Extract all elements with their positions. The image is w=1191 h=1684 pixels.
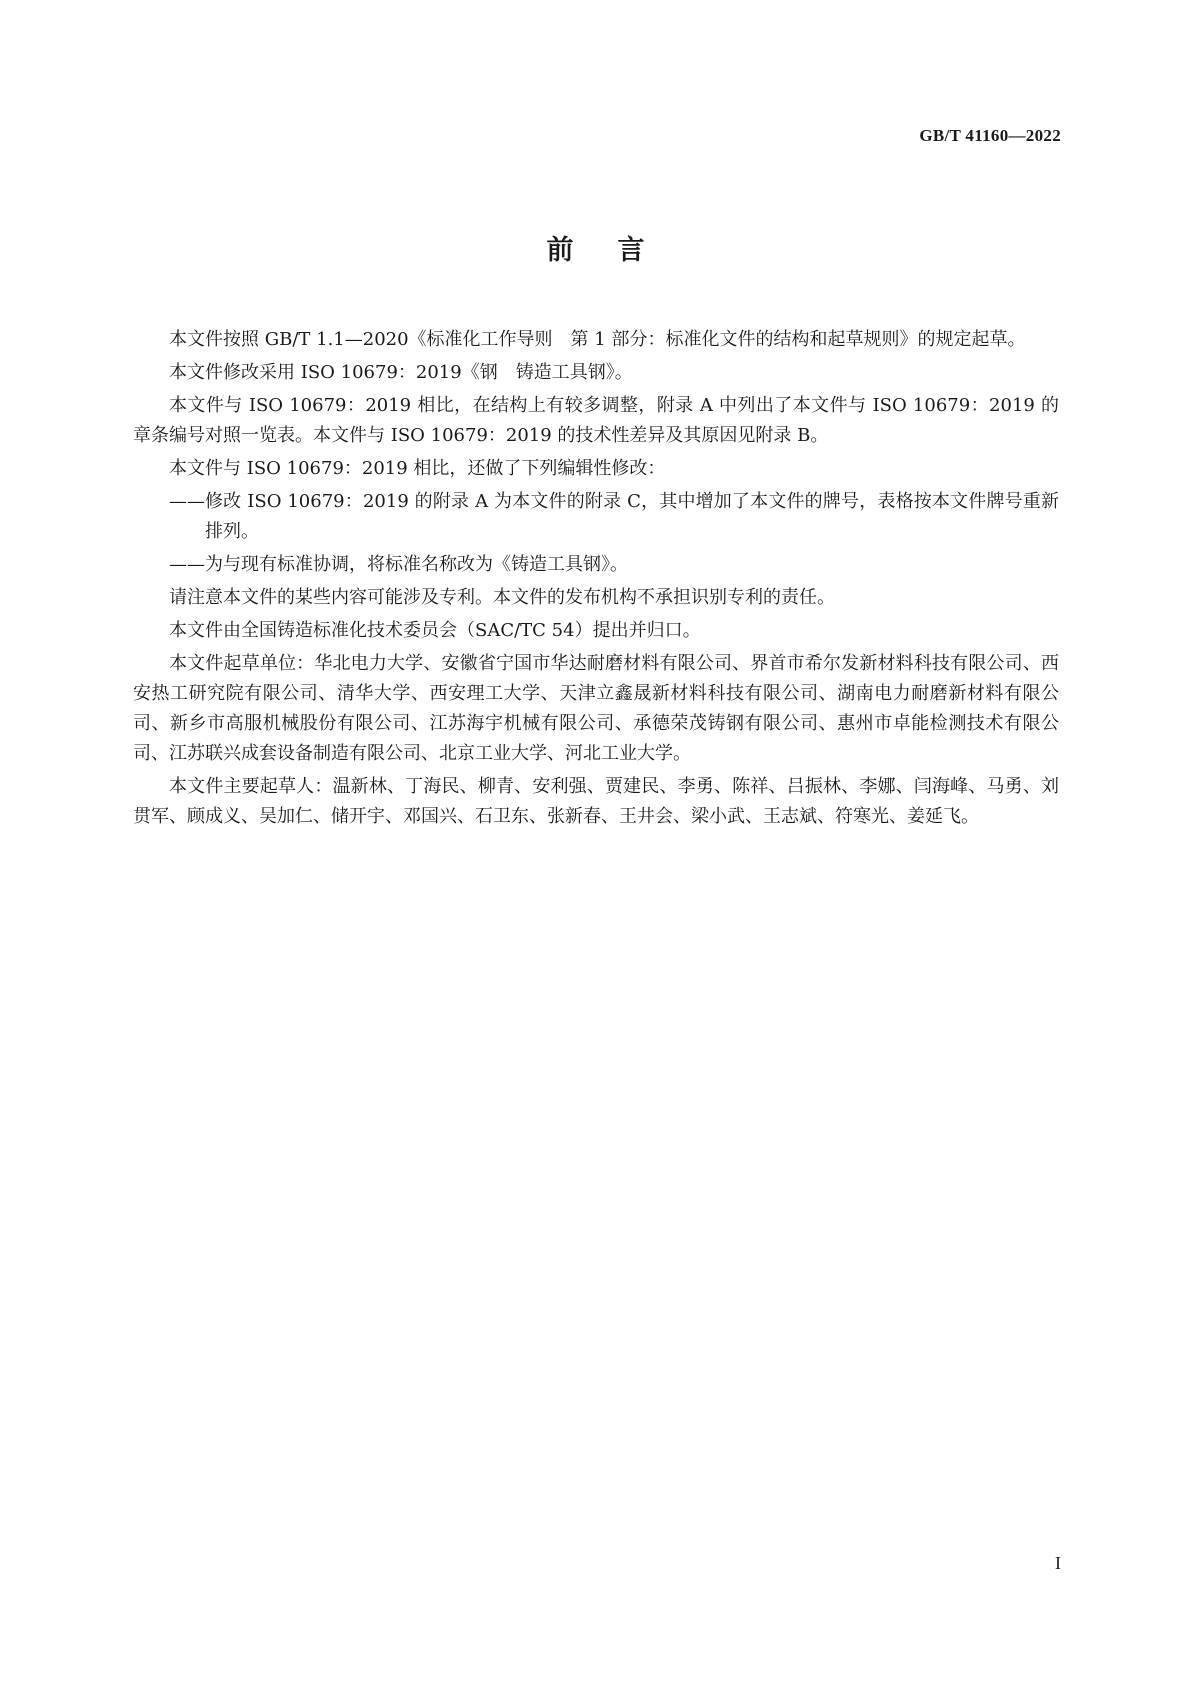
dash-list-item (133, 550, 1059, 580)
paragraph-proposer: 本文件由全国铸造标准化技术委员会（SAC/TC 54）提出并归口。 (169, 620, 701, 641)
page-title: 前言 (546, 235, 689, 266)
page-number: I (1055, 1553, 1061, 1573)
dash-item-text: 修改 ISO 10679：2019 的附录 A 为本文件的附录 C，其中增加了本文件的牌号，表格按本文件牌号重新排列。 (205, 491, 1059, 542)
paragraph-patent-notice: 请注意本文件的某些内容可能涉及专利。本文件的发布机构不承担识别专利的责任。 (169, 587, 835, 608)
dash-list-item (133, 487, 1059, 547)
standard-number: GB/T 41160—2022 (919, 126, 1061, 145)
paragraph-editorial-changes-intro: 本文件与 ISO 10679：2019 相比，还做了下列编辑性修改： (169, 458, 666, 479)
foreword-body (133, 325, 1059, 835)
paragraph-drafting-rules: 本文件按照 GB/T 1.1—2020《标准化工作导则 第 1 部分：标准化文件的结构和起草规则》的规定起草。 (169, 329, 1026, 350)
dash-mark: —— (169, 554, 205, 575)
dash-mark: —— (169, 491, 205, 512)
paragraph-drafters: 本文件主要起草人：温新林、丁海民、柳青、安利强、贾建民、李勇、陈祥、吕振林、李娜、闫海峰、马勇、刘贯军、顾成义、吴加仁、储开宇、邓国兴、石卫东、张新春、王井会、梁小武、王志斌、符寒光、姜延飞。 (133, 776, 1059, 827)
paragraph-structural-changes: 本文件与 ISO 10679：2019 相比，在结构上有较多调整，附录 A 中列出了本文件与 ISO 10679：2019 的章条编号对照一览表。本文件与 ISO 10679：2019 的技术性差异及其原因见附录 B。 (133, 395, 1059, 446)
dash-item-text: 为与现有标准协调，将标准名称改为《铸造工具钢》。 (205, 554, 628, 575)
paragraph-drafting-units: 本文件起草单位：华北电力大学、安徽省宁国市华达耐磨材料有限公司、界首市希尔发新材料科技有限公司、西安热工研究院有限公司、清华大学、西安理工大学、天津立鑫晟新材料科技有限公司、湖南电力耐磨新材料有限公司、新乡市高服机械股份有限公司、江苏海宇机械有限公司、承德荣茂铸钢有限公司、惠州市卓能检测技术有限公司、江苏联兴成套设备制造有限公司、北京工业大学、河北工业大学。 (133, 653, 1059, 764)
paragraph-adoption: 本文件修改采用 ISO 10679：2019《钢 铸造工具钢》。 (169, 362, 633, 383)
